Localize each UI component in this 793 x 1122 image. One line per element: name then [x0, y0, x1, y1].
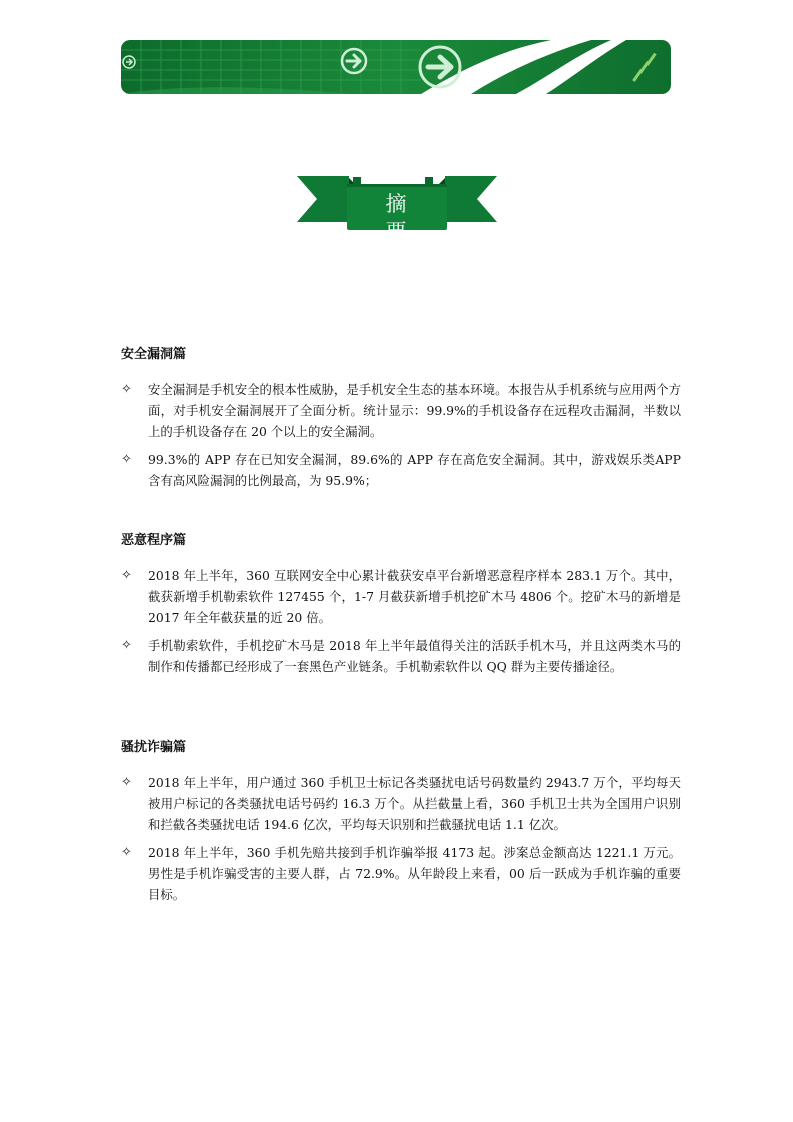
- summary-title: 摘 要: [385, 192, 429, 244]
- list-item: [121, 449, 681, 491]
- item-text: 99.3%的 APP 存在已知安全漏洞，89.6%的 APP 存在高危安全漏洞。其中，游戏娱乐类APP 含有高风险漏洞的比例最高，为 95.9%；: [148, 452, 681, 488]
- list-item: [121, 842, 681, 905]
- diamond-bullet-icon: ✧: [121, 638, 132, 653]
- list-item: [121, 565, 681, 628]
- list-item: [121, 379, 681, 442]
- section-malware: [121, 533, 681, 677]
- section-title: 安全漏洞篇: [121, 347, 187, 362]
- header-banner-graphic: [121, 40, 671, 94]
- item-text: 2018 年上半年，用户通过 360 手机卫士标记各类骚扰电话号码数量约 2943.7 万个，平均每天被用户标记的各类骚扰电话号码约 16.3 万个。从拦截量上看，360 手机卫士共为全国用户识别和拦截各类骚扰电话 194.6 亿次，平均每天识别和拦截骚扰电话 1.1 亿次。: [148, 775, 681, 832]
- diamond-bullet-icon: ✧: [121, 568, 132, 583]
- diamond-bullet-icon: ✧: [121, 452, 132, 467]
- item-text: 2018 年上半年，360 互联网安全中心累计截获安卓平台新增恶意程序样本 283.1 万个。其中，截获新增手机勒索软件 127455 个，1-7 月截获新增手机挖矿木马 4806 个。挖矿木马的新增是 2017 年全年截获量的近 20 倍。: [148, 568, 681, 625]
- list-item: [121, 772, 681, 835]
- item-text: 手机勒索软件，手机挖矿木马是 2018 年上半年最值得关注的活跃手机木马，并且这两类木马的制作和传播都已经形成了一套黑色产业链条。手机勒索软件以 QQ 群为主要传播途径。: [148, 638, 681, 674]
- section-title: 骚扰诈骗篇: [121, 740, 187, 755]
- section-harassment-fraud: [121, 740, 681, 905]
- section-security-vulnerabilities: [121, 347, 681, 491]
- item-text: 2018 年上半年，360 手机先赔共接到手机诈骗举报 4173 起。涉案总金额高达 1221.1 万元。男性是手机诈骗受害的主要人群，占 72.9%。从年龄段上来看，00 后一跃成为手机诈骗的重要目标。: [148, 845, 681, 902]
- diamond-bullet-icon: ✧: [121, 845, 132, 860]
- header-banner: [121, 40, 671, 94]
- diamond-bullet-icon: ✧: [121, 382, 132, 397]
- item-text: 安全漏洞是手机安全的根本性威胁，是手机安全生态的基本环境。本报告从手机系统与应用两个方面，对手机安全漏洞展开了全面分析。统计显示：99.9%的手机设备存在远程攻击漏洞，半数以上的手机设备存在 20 个以上的安全漏洞。: [148, 382, 681, 439]
- list-item: [121, 635, 681, 677]
- diamond-bullet-icon: ✧: [121, 775, 132, 790]
- section-title: 恶意程序篇: [121, 533, 187, 548]
